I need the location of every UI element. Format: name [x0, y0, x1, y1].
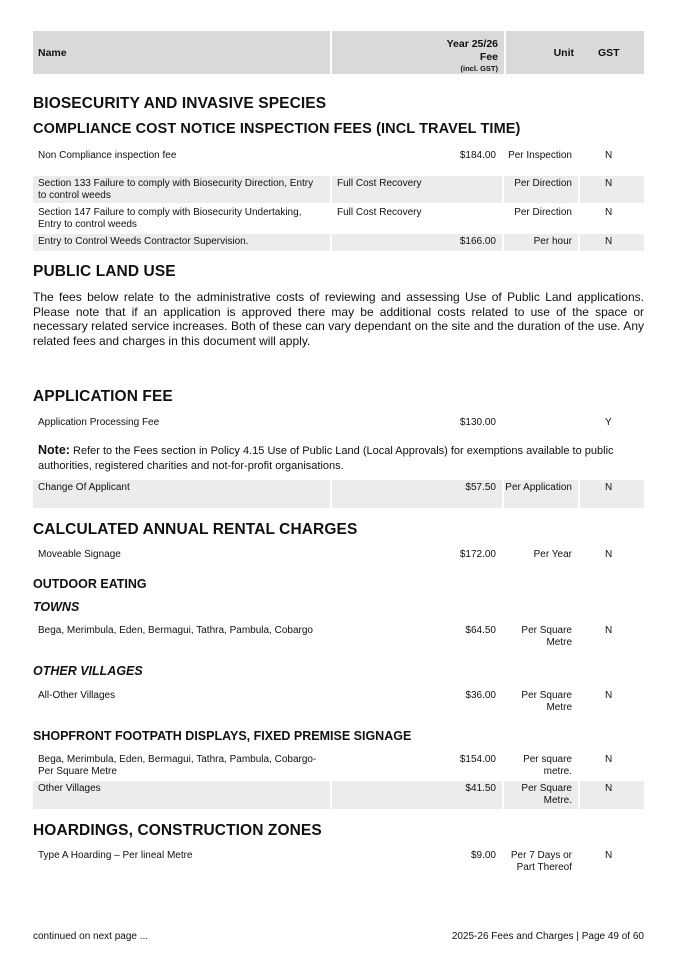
- row-gst: N: [580, 234, 644, 251]
- table-row: [33, 752, 644, 779]
- table-row: [33, 205, 644, 232]
- row-name: Non Compliance inspection fee: [38, 150, 177, 161]
- row-unit: Per Application: [504, 480, 578, 508]
- row-name: Bega, Merimbula, Eden, Bermagui, Tathra, Pambula, Cobargo-Per Square Metre: [38, 754, 317, 777]
- row-unit: Per Direction: [504, 176, 578, 203]
- row-fee: $9.00: [470, 850, 496, 861]
- row-unit: Per Inspection: [508, 150, 572, 161]
- row-name: Application Processing Fee: [38, 417, 160, 428]
- row-fee: $36.00: [465, 690, 496, 701]
- row-name: Entry to Control Weeds Contractor Supervision.: [33, 234, 330, 251]
- row-gst: N: [605, 850, 613, 861]
- footer-page-info: 2025-26 Fees and Charges | Page 49 of 60: [451, 931, 644, 942]
- row-unit: Per Square Metre: [521, 625, 572, 648]
- row-fee: $184.00: [459, 150, 496, 161]
- row-unit: Per 7 Days or Part Thereof: [510, 850, 572, 873]
- table-row: [33, 547, 644, 564]
- row-gst: N: [580, 176, 644, 203]
- row-unit: Per square metre.: [523, 754, 572, 777]
- row-description: Full Cost Recovery: [332, 176, 502, 203]
- table-row: [33, 623, 644, 650]
- row-name: Bega, Merimbula, Eden, Bermagui, Tathra, Pambula, Cobargo: [38, 625, 313, 636]
- row-unit: [504, 415, 578, 432]
- section-heading: PUBLIC LAND USE: [33, 263, 176, 280]
- row-gst: N: [605, 625, 613, 636]
- section-heading: BIOSECURITY AND INVASIVE SPECIES: [33, 95, 327, 112]
- subsection-heading: OUTDOOR EATING: [33, 577, 147, 591]
- row-unit: Per Year: [533, 549, 572, 560]
- row-gst: N: [605, 150, 613, 161]
- row-gst: N: [605, 207, 613, 218]
- note: [38, 443, 638, 473]
- row-description: Full Cost Recovery: [337, 207, 422, 218]
- note-text: Refer to the Fees section in Policy 4.15 Use of Public Land (Local Approvals) for exemptions available to public authorities, registered charities and not-for-profit organisations.: [38, 445, 614, 472]
- table-row: [33, 148, 644, 173]
- table-row: [33, 480, 644, 508]
- table-row: [33, 688, 644, 715]
- row-unit: Per Direction: [514, 207, 572, 218]
- header-year: Year 25/26: [446, 38, 498, 50]
- row-fee: $64.50: [465, 625, 496, 636]
- section-heading: CALCULATED ANNUAL RENTAL CHARGES: [33, 521, 358, 538]
- row-name: Section 133 Failure to comply with Biosecurity Direction, Entry to control weeds: [33, 176, 330, 203]
- row-name: Section 147 Failure to comply with Biosecurity Undertaking, Entry to control weeds: [38, 207, 302, 230]
- note-label: Note:: [38, 443, 70, 457]
- public-land-description: The fees below relate to the administrative costs of reviewing and assessing Use of Public Land applications. Please note that if an application is approved there may be additional costs related to use of the space or necessary related service increases. Both of these can vary dependant on the site and the duration of the use. Any related fees and charges in this document will apply.: [33, 290, 644, 348]
- row-name: Other Villages: [33, 781, 330, 809]
- header-fee-label: Fee: [479, 50, 498, 63]
- row-fee: $57.50: [332, 480, 502, 508]
- row-name: Change Of Applicant: [33, 480, 330, 508]
- row-fee: $130.00: [459, 417, 496, 428]
- header-fee: [332, 31, 504, 74]
- table-header: [33, 31, 644, 74]
- row-fee: $172.00: [459, 549, 496, 560]
- section-heading: HOARDINGS, CONSTRUCTION ZONES: [33, 822, 322, 839]
- row-gst: Y: [605, 417, 612, 428]
- row-gst: N: [580, 480, 644, 508]
- row-fee: $154.00: [459, 754, 496, 765]
- row-unit: Per Square Metre.: [504, 781, 578, 809]
- subsection-heading: TOWNS: [33, 600, 80, 614]
- table-row: [33, 415, 644, 432]
- section-heading: COMPLIANCE COST NOTICE INSPECTION FEES (INCL TRAVEL TIME): [33, 121, 521, 137]
- row-fee: $41.50: [332, 781, 502, 809]
- table-row: [33, 176, 644, 203]
- table-row: [33, 234, 644, 251]
- subsection-heading: OTHER VILLAGES: [33, 664, 143, 678]
- row-unit: Per hour: [504, 234, 578, 251]
- row-fee: $166.00: [332, 234, 502, 251]
- row-name: Type A Hoarding – Per lineal Metre: [38, 850, 193, 861]
- header-gst: GST: [580, 31, 644, 74]
- row-name: Moveable Signage: [38, 549, 121, 560]
- section-heading: APPLICATION FEE: [33, 388, 173, 405]
- footer-continued: continued on next page ...: [33, 931, 149, 942]
- row-name: All-Other Villages: [38, 690, 116, 701]
- row-gst: N: [580, 781, 644, 809]
- row-gst: N: [605, 754, 613, 765]
- row-unit: Per Square Metre: [521, 690, 572, 713]
- table-row: [33, 781, 644, 809]
- header-incl-gst: (incl. GST): [460, 64, 498, 73]
- table-row: [33, 848, 644, 888]
- subsection-heading: SHOPFRONT FOOTPATH DISPLAYS, FIXED PREMISE SIGNAGE: [33, 729, 412, 743]
- row-gst: N: [605, 549, 613, 560]
- header-unit: Unit: [506, 31, 580, 74]
- row-gst: N: [605, 690, 613, 701]
- header-name: Name: [33, 31, 330, 74]
